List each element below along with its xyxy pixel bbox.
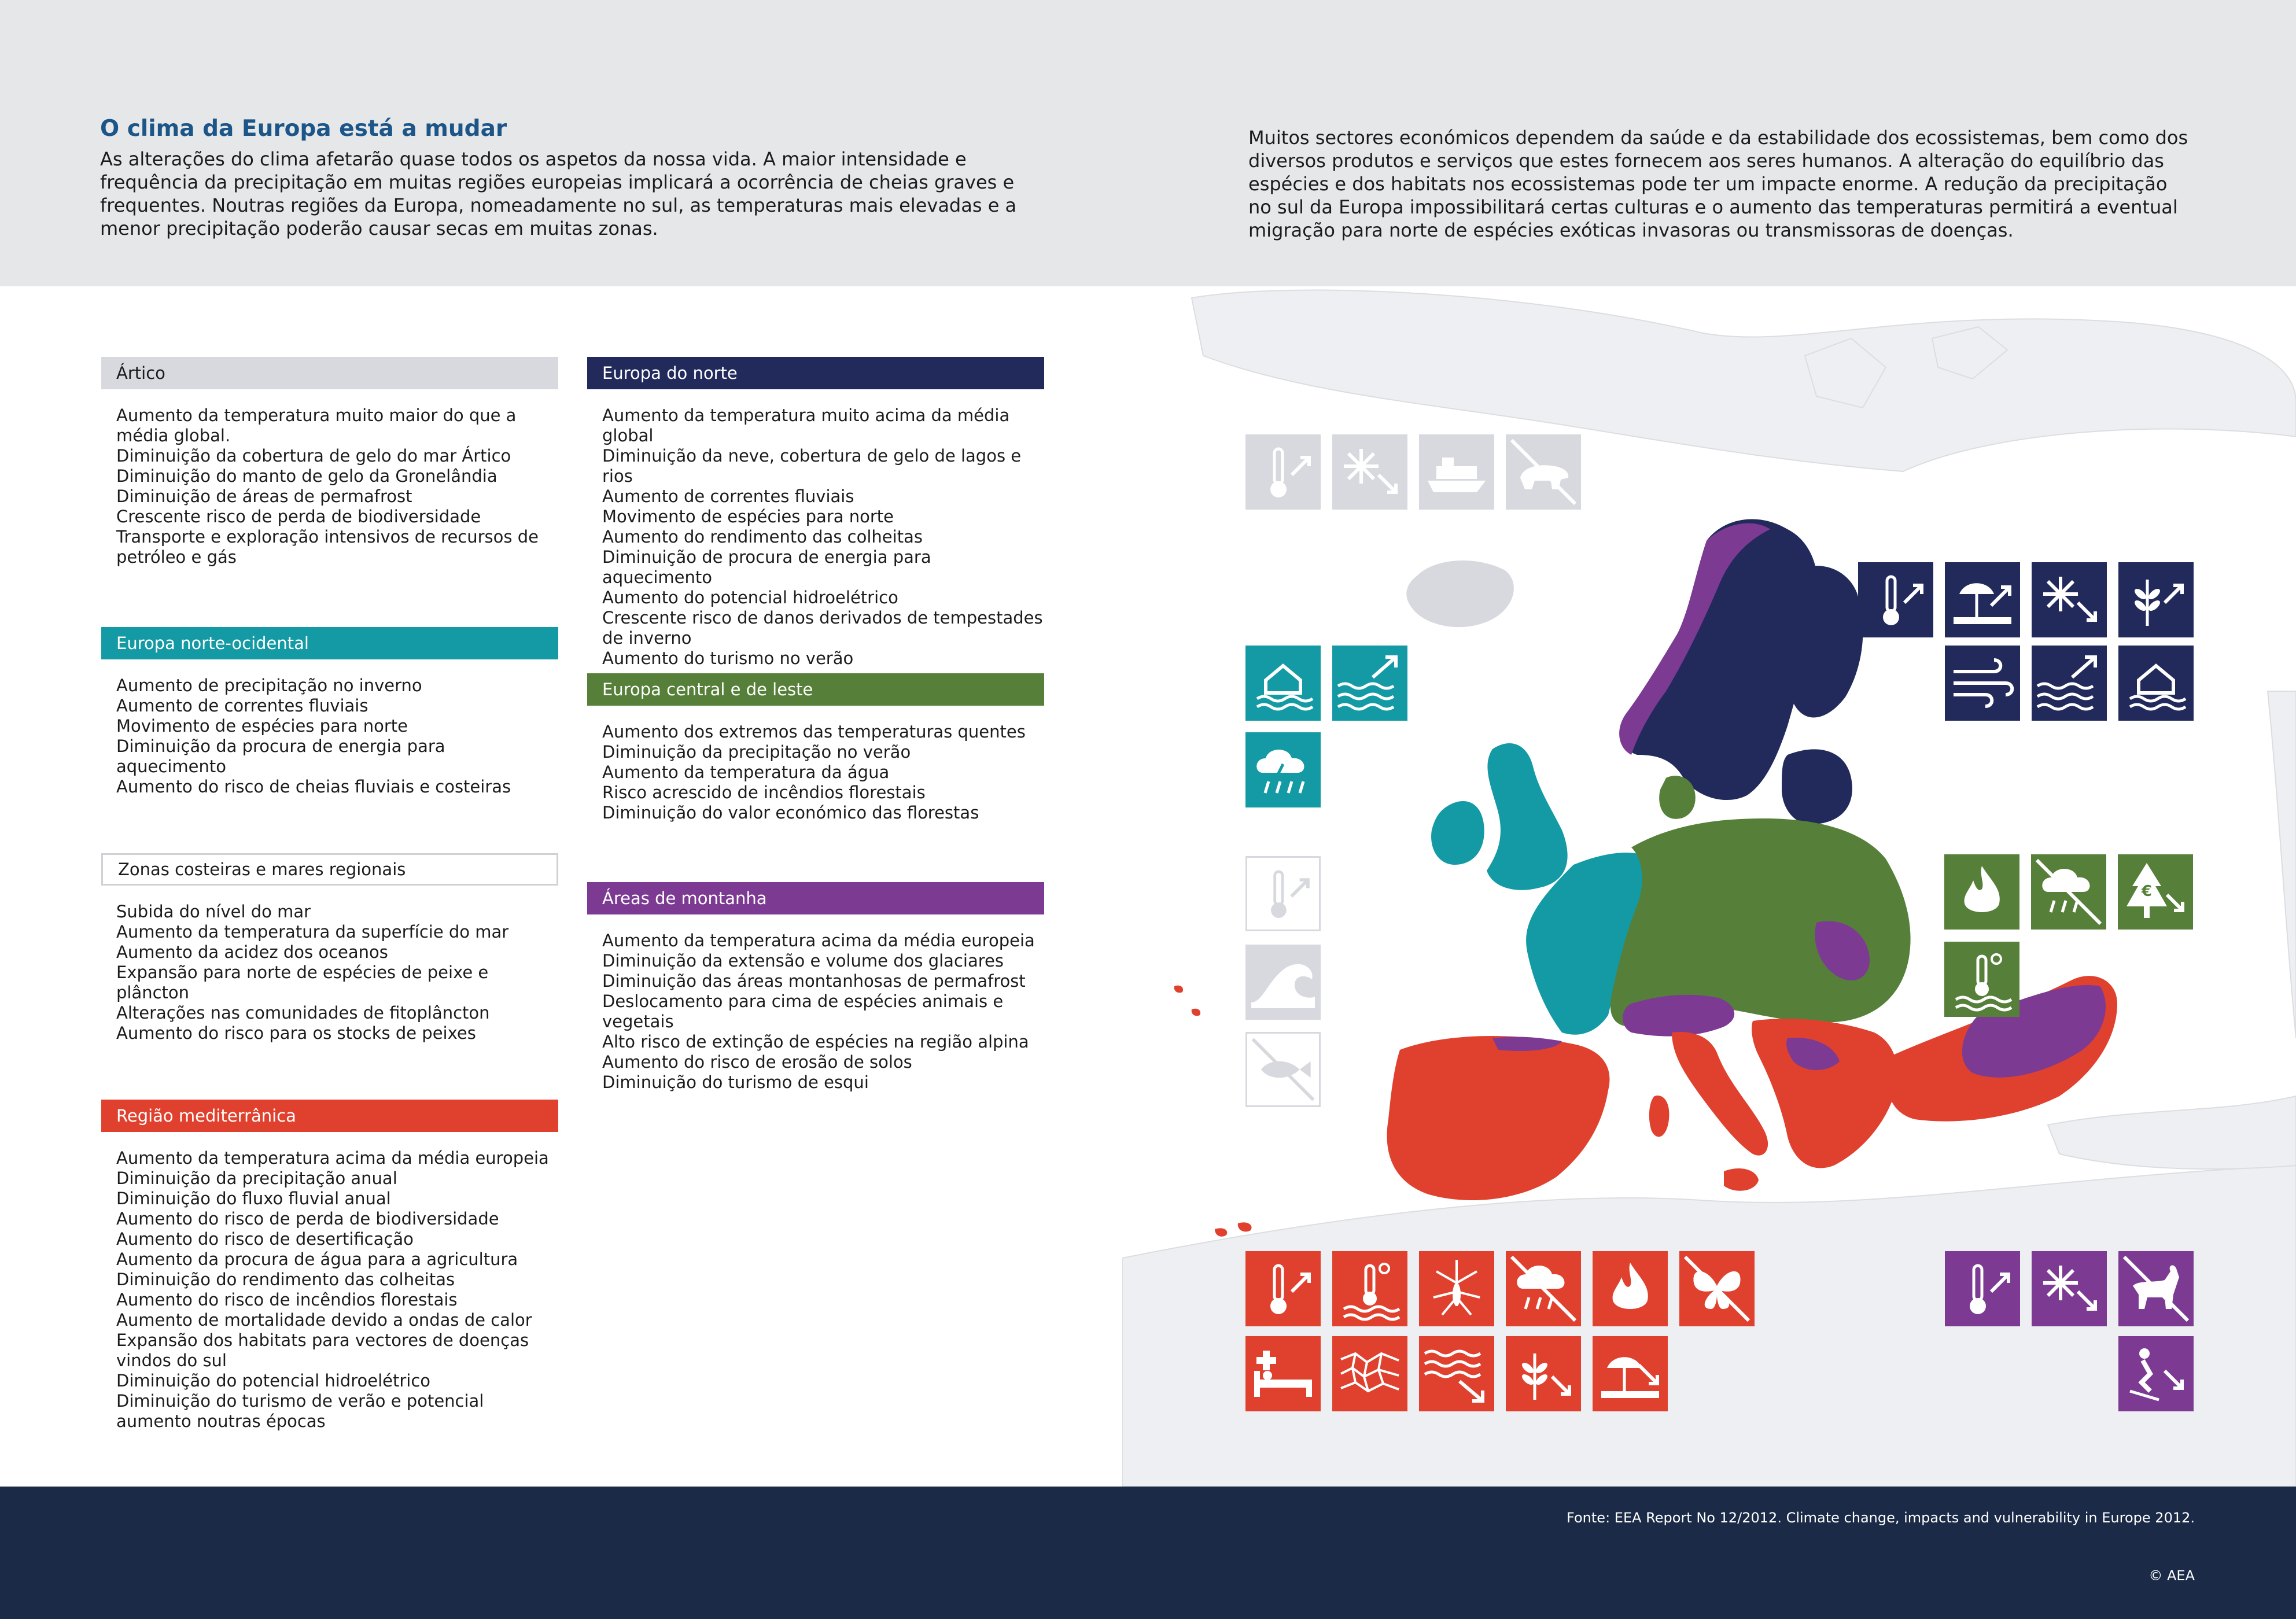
list-item: Alterações nas comunidades de fitoplâncton (116, 1003, 490, 1023)
list-item: Aumento de mortalidade devido a ondas de calor (116, 1310, 532, 1330)
region-list-coastal (101, 886, 558, 1043)
list-item: Diminuição do fluxo fluvial anual (116, 1189, 391, 1208)
list-item: Diminuição do valor económico das florestas (602, 803, 979, 823)
region-coastal (101, 853, 558, 1043)
desertification-icon (1332, 1336, 1407, 1411)
list-item: Aumento do risco de erosão de solos (602, 1052, 912, 1072)
region-heading-northwest: Europa norte-ocidental (101, 627, 558, 659)
list-item: Aumento do risco de desertificação (116, 1229, 414, 1249)
map-central-europe (1610, 818, 1911, 1027)
map-sicily (1724, 1168, 1759, 1191)
list-item: Aumento de correntes fluviais (602, 486, 854, 506)
list-item: Movimento de espécies para norte (602, 507, 894, 526)
map-azores (1174, 986, 1200, 1016)
map-baltics (1782, 749, 1852, 824)
list-item: Expansão dos habitats para vectores de doenças vindos do sul (116, 1330, 529, 1370)
map-sardinia (1649, 1096, 1670, 1137)
butterfly-crossed-icon (1679, 1251, 1755, 1326)
ibex-crossed-icon (2118, 1251, 2194, 1326)
list-item: Aumento de correntes fluviais (116, 696, 368, 716)
flood-house-icon (1245, 646, 1321, 721)
list-item: Diminuição da procura de energia para aquecimento (116, 736, 445, 776)
list-item: Diminuição do turismo de esqui (602, 1072, 869, 1092)
list-item: Diminuição do rendimento das colheitas (116, 1270, 455, 1289)
list-item: Diminuição da precipitação anual (116, 1168, 397, 1188)
list-item: Subida do nível do mar (116, 902, 311, 921)
region-heading-north: Europa do norte (587, 357, 1044, 389)
fire-icon (1944, 854, 2019, 930)
region-list-northwest (101, 659, 558, 797)
ship-icon (1419, 434, 1494, 510)
svg-text:€: € (2141, 883, 2153, 900)
list-item: Diminuição das áreas montanhosas de permafrost (602, 971, 1026, 991)
region-heading-mediterranean: Região mediterrânica (101, 1100, 558, 1132)
list-item: Diminuição da precipitação no verão (602, 742, 911, 762)
region-central-east (587, 673, 1044, 823)
snow-down-icon (2032, 562, 2107, 637)
region-list-mountain (587, 914, 1044, 1093)
region-arctic (101, 357, 558, 567)
list-item: Aumento do turismo no verão (602, 648, 854, 668)
rain-crossed-icon (1506, 1251, 1581, 1326)
list-item: Diminuição do potencial hidroelétrico (116, 1371, 430, 1391)
list-item: Aumento da temperatura da água (602, 762, 890, 782)
forest-value-down-icon (2118, 854, 2193, 930)
flood-house-icon (2118, 646, 2194, 721)
list-item: Diminuição da extensão e volume dos glaciares (602, 951, 1004, 971)
snow-down-icon (1332, 434, 1407, 510)
list-item: Aumento da procura de água para a agricultura (116, 1249, 518, 1269)
region-list-central-east (587, 706, 1044, 823)
map-canary-islands (1215, 1222, 1251, 1236)
list-item: Aumento da temperatura muito maior do que a média global. (116, 405, 517, 445)
wave-icon (1245, 945, 1321, 1020)
wind-storm-icon (1945, 646, 2020, 721)
ski-down-icon (2118, 1336, 2194, 1411)
region-mediterranean (101, 1100, 558, 1432)
intro-text-right: Muitos sectores económicos dependem da saúde e da estabilidade dos ecossistemas, bem como dos diversos produtos e serviços que estes fornecem aos seres humanos. A alteração do equilíbrio das espécies e dos habitats nos ecossistemas pode ter um impacte enorme. A redução da precipitação no sul da Europa impossibilitará certas culturas e o aumento das temperaturas permitirá a eventual migração para norte de espécies exóticas invasoras ou transmissoras de doenças. (1248, 127, 2188, 241)
polar-bear-crossed-icon (1506, 434, 1581, 510)
region-list-arctic (101, 389, 558, 567)
map-denmark (1659, 776, 1696, 819)
map-finland (1781, 566, 1863, 717)
region-heading-arctic: Ártico (101, 357, 558, 389)
beach-tourism-down-icon (1593, 1336, 1668, 1411)
water-temperature-icon (1944, 942, 2019, 1017)
list-item: Transporte e exploração intensivos de recursos de petróleo e gás (116, 527, 539, 567)
header (0, 0, 2296, 286)
thermometer-up-icon (1858, 562, 1933, 637)
thermometer-up-icon (1945, 1251, 2020, 1326)
list-item: Aumento da temperatura muito acima da média global (602, 405, 1010, 445)
thermometer-up-icon (1245, 856, 1321, 931)
list-item: Aumento do risco de incêndios florestais (116, 1290, 458, 1310)
list-item: Aumento dos extremos das temperaturas quentes (602, 722, 1026, 742)
list-item: Aumento do rendimento das colheitas (602, 527, 923, 547)
map-great-britain (1487, 743, 1568, 890)
list-item: Aumento da temperatura acima da média europeia (116, 1148, 549, 1168)
beach-tourism-up-icon (1945, 562, 2020, 637)
list-item: Diminuição de áreas de permafrost (116, 486, 412, 506)
map-ireland (1431, 801, 1484, 865)
storm-rain-icon (1245, 732, 1321, 807)
fire-icon (1593, 1251, 1668, 1326)
mosquito-icon (1419, 1251, 1494, 1326)
list-item: Crescente risco de perda de biodiversidade (116, 507, 481, 526)
list-item: Diminuição da neve, cobertura de gelo de lagos e rios (602, 446, 1022, 486)
list-item: Risco acrescido de incêndios florestais (602, 783, 926, 802)
list-item: Aumento do potencial hidroelétrico (602, 588, 898, 607)
list-item: Diminuição de procura de energia para aquecimento (602, 547, 931, 587)
rain-crossed-icon (2031, 854, 2106, 930)
footer (0, 1487, 2296, 1619)
water-temperature-icon (1332, 1251, 1407, 1326)
map-iceland (1406, 560, 1514, 627)
list-item: Diminuição do turismo de verão e potencial aumento noutras épocas (116, 1391, 484, 1431)
fish-crossed-icon (1245, 1032, 1321, 1107)
snow-down-icon (2032, 1251, 2107, 1326)
region-mountain (587, 882, 1044, 1093)
region-heading-mountain: Áreas de montanha (587, 882, 1044, 914)
region-list-mediterranean (101, 1132, 558, 1432)
map-iberia (1387, 1036, 1610, 1200)
list-item: Alto risco de extinção de espécies na região alpina (602, 1032, 1029, 1052)
thermometer-up-icon (1245, 1251, 1321, 1326)
region-list-north (587, 389, 1044, 669)
list-item: Expansão para norte de espécies de peixe e plâncton (116, 962, 489, 1002)
region-north (587, 357, 1044, 669)
list-item: Aumento do risco de cheias fluviais e costeiras (116, 777, 511, 796)
hospital-bed-icon (1245, 1336, 1321, 1411)
crop-up-icon (2118, 562, 2194, 637)
list-item: Aumento do risco de perda de biodiversidade (116, 1209, 499, 1229)
river-flow-down-icon (1419, 1336, 1494, 1411)
list-item: Diminuição da cobertura de gelo do mar Ártico (116, 446, 511, 466)
map-italy (1672, 1032, 1768, 1156)
page-title: O clima da Europa está a mudar (100, 116, 507, 142)
sea-level-up-icon (1332, 646, 1407, 721)
list-item: Movimento de espécies para norte (116, 716, 408, 736)
thermometer-up-icon (1245, 434, 1321, 510)
intro-text-left: As alterações do clima afetarão quase todos os aspetos da nossa vida. A maior intensidade e frequência da precipitação em muitas regiões europeias implicará a ocorrência de cheias graves e frequentes. Noutras regiões da Europa, nomeadamente no sul, as temperaturas mais elevadas e a menor precipitação poderão causar secas em muitas zonas. (100, 148, 1017, 239)
list-item: Aumento da temperatura acima da média europeia (602, 931, 1035, 950)
list-item: Aumento da temperatura da superfície do mar (116, 922, 509, 942)
region-heading-central-east: Europa central e de leste (587, 673, 1044, 706)
source-citation: Fonte: EEA Report No 12/2012. Climate change, impacts and vulnerability in Europe 2012. (1567, 1510, 2195, 1526)
map-balkans (1752, 1019, 1897, 1168)
list-item: Diminuição do manto de gelo da Gronelândia (116, 466, 497, 486)
sea-level-up-icon (2032, 646, 2107, 721)
list-item: Aumento do risco para os stocks de peixes (116, 1023, 476, 1043)
list-item: Crescente risco de danos derivados de tempestades de inverno (602, 608, 1043, 648)
crop-down-icon (1506, 1336, 1581, 1411)
list-item: Aumento da acidez dos oceanos (116, 942, 388, 962)
list-item: Aumento de precipitação no inverno (116, 676, 422, 695)
region-heading-coastal: Zonas costeiras e mares regionais (101, 853, 558, 886)
list-item: Deslocamento para cima de espécies animais e vegetais (602, 991, 1004, 1031)
copyright: © AEA (2148, 1568, 2195, 1584)
region-northwest (101, 627, 558, 797)
